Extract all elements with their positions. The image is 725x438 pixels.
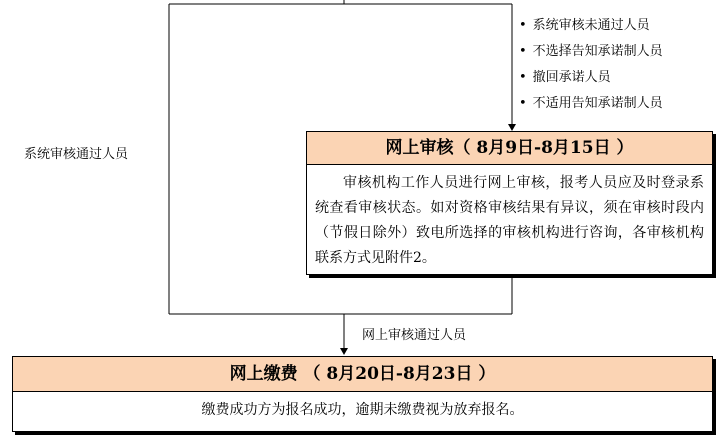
online-payment-body: 缴费成功方为报名成功，逾期未缴费视为放弃报名。 — [201, 402, 524, 418]
online-payment-title: 网上缴费 （ 8月20日-8月23日 ） — [13, 357, 712, 392]
rejection-reasons-list — [519, 18, 663, 122]
rejection-reason-item: • 不选择告知承诺制人员 — [519, 44, 663, 70]
arrowhead-to-review — [508, 124, 516, 131]
online-review-title: 网上审核（ 8月9日-8月15日 ） — [307, 132, 712, 165]
online-payment-box — [12, 356, 713, 432]
rejection-reason-item: • 不适用告知承诺制人员 — [519, 96, 663, 122]
arrowhead-to-payment — [340, 348, 348, 355]
rejection-reason-item: • 系统审核未通过人员 — [519, 18, 663, 44]
left-branch-label: 系统审核通过人员 — [24, 147, 129, 162]
online-review-box — [306, 131, 713, 275]
rejection-reason-item: • 撤回承诺人员 — [519, 70, 663, 96]
online-review-body: 审核机构工作人员进行网上审核，报考人员应及时登录系统查看审核状态。如对资格审核结果有异议，须在审核时段内（节假日除外）致电所选择的审核机构进行咨询，各审核机构联系方式见附件2。 — [315, 175, 704, 266]
bottom-arrow-label: 网上审核通过人员 — [362, 328, 467, 343]
